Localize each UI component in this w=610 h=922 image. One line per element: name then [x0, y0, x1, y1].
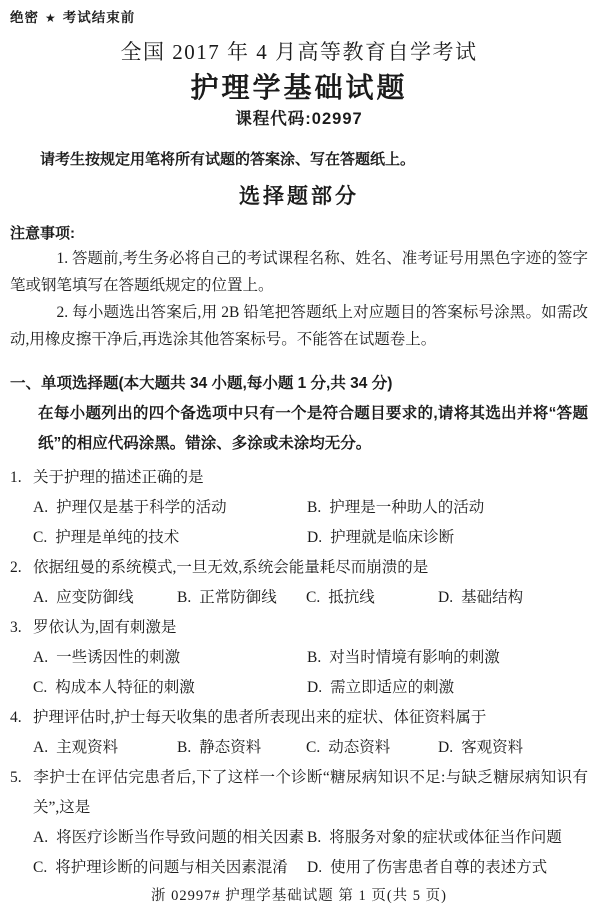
- option-text: 护理是一种助人的活动: [329, 499, 485, 516]
- course-code: 课程代码:02997: [235, 110, 363, 128]
- option-d: [438, 583, 588, 613]
- option-text: 护理是单纯的技术: [55, 529, 180, 546]
- page-footer: 浙 02997# 护理学基础试题 第 1 页(共 5 页): [150, 888, 448, 904]
- options: [10, 493, 588, 553]
- question-number: 5.: [10, 769, 22, 786]
- question-text: 依据纽曼的系统模式,一旦无效,系统会能量耗尽而崩溃的是: [33, 559, 429, 576]
- options: [10, 643, 588, 703]
- option-label: C.: [33, 859, 48, 876]
- option-text: 基础结构: [461, 589, 524, 606]
- option-label: D.: [307, 679, 323, 696]
- option-label: D.: [438, 589, 454, 606]
- part-one-heading: 一、单项选择题(本大题共 34 小题,每小题 1 分,共 34 分): [10, 375, 393, 392]
- option-label: B.: [307, 499, 322, 516]
- option-row: [33, 853, 588, 883]
- question-stem: [10, 763, 588, 823]
- option-label: C.: [306, 739, 321, 756]
- note-item-2: 2. 每小题选出答案后,用 2B 铅笔把答题纸上对应题目的答案标号涂黑。如需改动,用橡皮擦干净后,再选涂其他答案标号。不能答在试题卷上。: [10, 304, 588, 348]
- option-c: [306, 583, 438, 613]
- option-text: 动态资料: [328, 739, 391, 756]
- confidential-banner: [10, 8, 588, 28]
- confidential-label: 绝密: [10, 10, 39, 25]
- question-text: 罗依认为,固有刺激是: [33, 619, 177, 636]
- question-stem: [10, 463, 588, 493]
- option-row: [33, 733, 588, 763]
- option-label: A.: [33, 589, 49, 606]
- option-c: [33, 853, 307, 883]
- option-a: [33, 493, 307, 523]
- option-text: 抵抗线: [328, 589, 375, 606]
- option-label: B.: [307, 649, 322, 666]
- option-label: A.: [33, 739, 49, 756]
- option-b: [177, 733, 306, 763]
- option-b: [307, 823, 588, 853]
- option-row: [33, 673, 588, 703]
- question-4: [10, 703, 588, 763]
- question-stem: [10, 613, 588, 643]
- option-label: D.: [307, 859, 323, 876]
- option-label: C.: [306, 589, 321, 606]
- option-a: [33, 733, 177, 763]
- option-text: 一些诱因性的刺激: [56, 649, 181, 666]
- options: [10, 823, 588, 883]
- option-b: [177, 583, 306, 613]
- options: [10, 733, 588, 763]
- question-number: 4.: [10, 709, 22, 726]
- option-label: C.: [33, 679, 48, 696]
- option-label: A.: [33, 649, 49, 666]
- option-text: 正常防御线: [199, 589, 277, 606]
- question-3: [10, 613, 588, 703]
- option-row: [33, 643, 588, 673]
- paper-title: 护理学基础试题: [190, 72, 408, 103]
- option-text: 护理就是临床诊断: [330, 529, 455, 546]
- before-exam-end-label: 考试结束前: [62, 10, 136, 25]
- option-label: B.: [307, 829, 322, 846]
- option-text: 使用了伤害患者自尊的表述方式: [330, 859, 548, 876]
- option-b: [307, 493, 588, 523]
- question-5: [10, 763, 588, 883]
- section-title: 选择题部分: [239, 185, 359, 208]
- option-row: [33, 823, 588, 853]
- option-text: 将服务对象的症状或体征当作问题: [329, 829, 562, 846]
- star-icon: ★: [45, 11, 57, 25]
- option-row: [33, 583, 588, 613]
- note-item-1: 1. 答题前,考生务必将自己的考试课程名称、姓名、准考证号用黑色字迹的签字笔或钢笔填写在答题纸规定的位置上。: [10, 250, 588, 294]
- option-label: B.: [177, 589, 192, 606]
- question-number: 3.: [10, 619, 22, 636]
- option-label: C.: [33, 529, 48, 546]
- question-number: 1.: [10, 469, 22, 486]
- option-d: [307, 673, 588, 703]
- question-number: 2.: [10, 559, 22, 576]
- option-text: 静态资料: [199, 739, 262, 756]
- option-text: 将医疗诊断当作导致问题的相关因素: [56, 829, 305, 846]
- option-label: A.: [33, 499, 49, 516]
- question-list: [10, 463, 588, 883]
- option-c: [306, 733, 438, 763]
- question-stem: [10, 703, 588, 733]
- option-text: 客观资料: [461, 739, 524, 756]
- option-c: [33, 523, 307, 553]
- option-c: [33, 673, 307, 703]
- option-d: [307, 523, 588, 553]
- question-stem: [10, 553, 588, 583]
- option-row: [33, 493, 588, 523]
- question-text: 关于护理的描述正确的是: [33, 469, 204, 486]
- option-row: [33, 523, 588, 553]
- option-text: 构成本人特征的刺激: [55, 679, 195, 696]
- option-a: [33, 583, 177, 613]
- option-d: [438, 733, 588, 763]
- question-text: 护理评估时,护士每天收集的患者所表现出来的症状、体征资料属于: [33, 709, 487, 726]
- option-d: [307, 853, 588, 883]
- notes-title: 注意事项:: [10, 225, 75, 242]
- option-label: A.: [33, 829, 49, 846]
- exam-session-title: 全国 2017 年 4 月高等教育自学考试: [120, 40, 478, 64]
- option-b: [307, 643, 588, 673]
- option-text: 主观资料: [56, 739, 119, 756]
- question-text: 李护士在评估完患者后,下了这样一个诊断“糖尿病知识不足:与缺乏糖尿病知识有关”,这是: [33, 769, 588, 816]
- option-label: D.: [438, 739, 454, 756]
- option-a: [33, 643, 307, 673]
- option-text: 对当时情境有影响的刺激: [329, 649, 500, 666]
- option-text: 护理仅是基于科学的活动: [56, 499, 227, 516]
- option-label: B.: [177, 739, 192, 756]
- options: [10, 583, 588, 613]
- part-one-instruction: 在每小题列出的四个备选项中只有一个是符合题目要求的,请将其选出并将“答题纸”的相应代码涂黑。错涂、多涂或未涂均无分。: [38, 405, 588, 452]
- option-text: 需立即适应的刺激: [330, 679, 455, 696]
- option-label: D.: [307, 529, 323, 546]
- question-2: [10, 553, 588, 613]
- option-text: 将护理诊断的问题与相关因素混淆: [55, 859, 288, 876]
- answer-sheet-instruction: 请考生按规定用笔将所有试题的答案涂、写在答题纸上。: [40, 151, 416, 168]
- option-a: [33, 823, 307, 853]
- question-1: [10, 463, 588, 553]
- option-text: 应变防御线: [56, 589, 134, 606]
